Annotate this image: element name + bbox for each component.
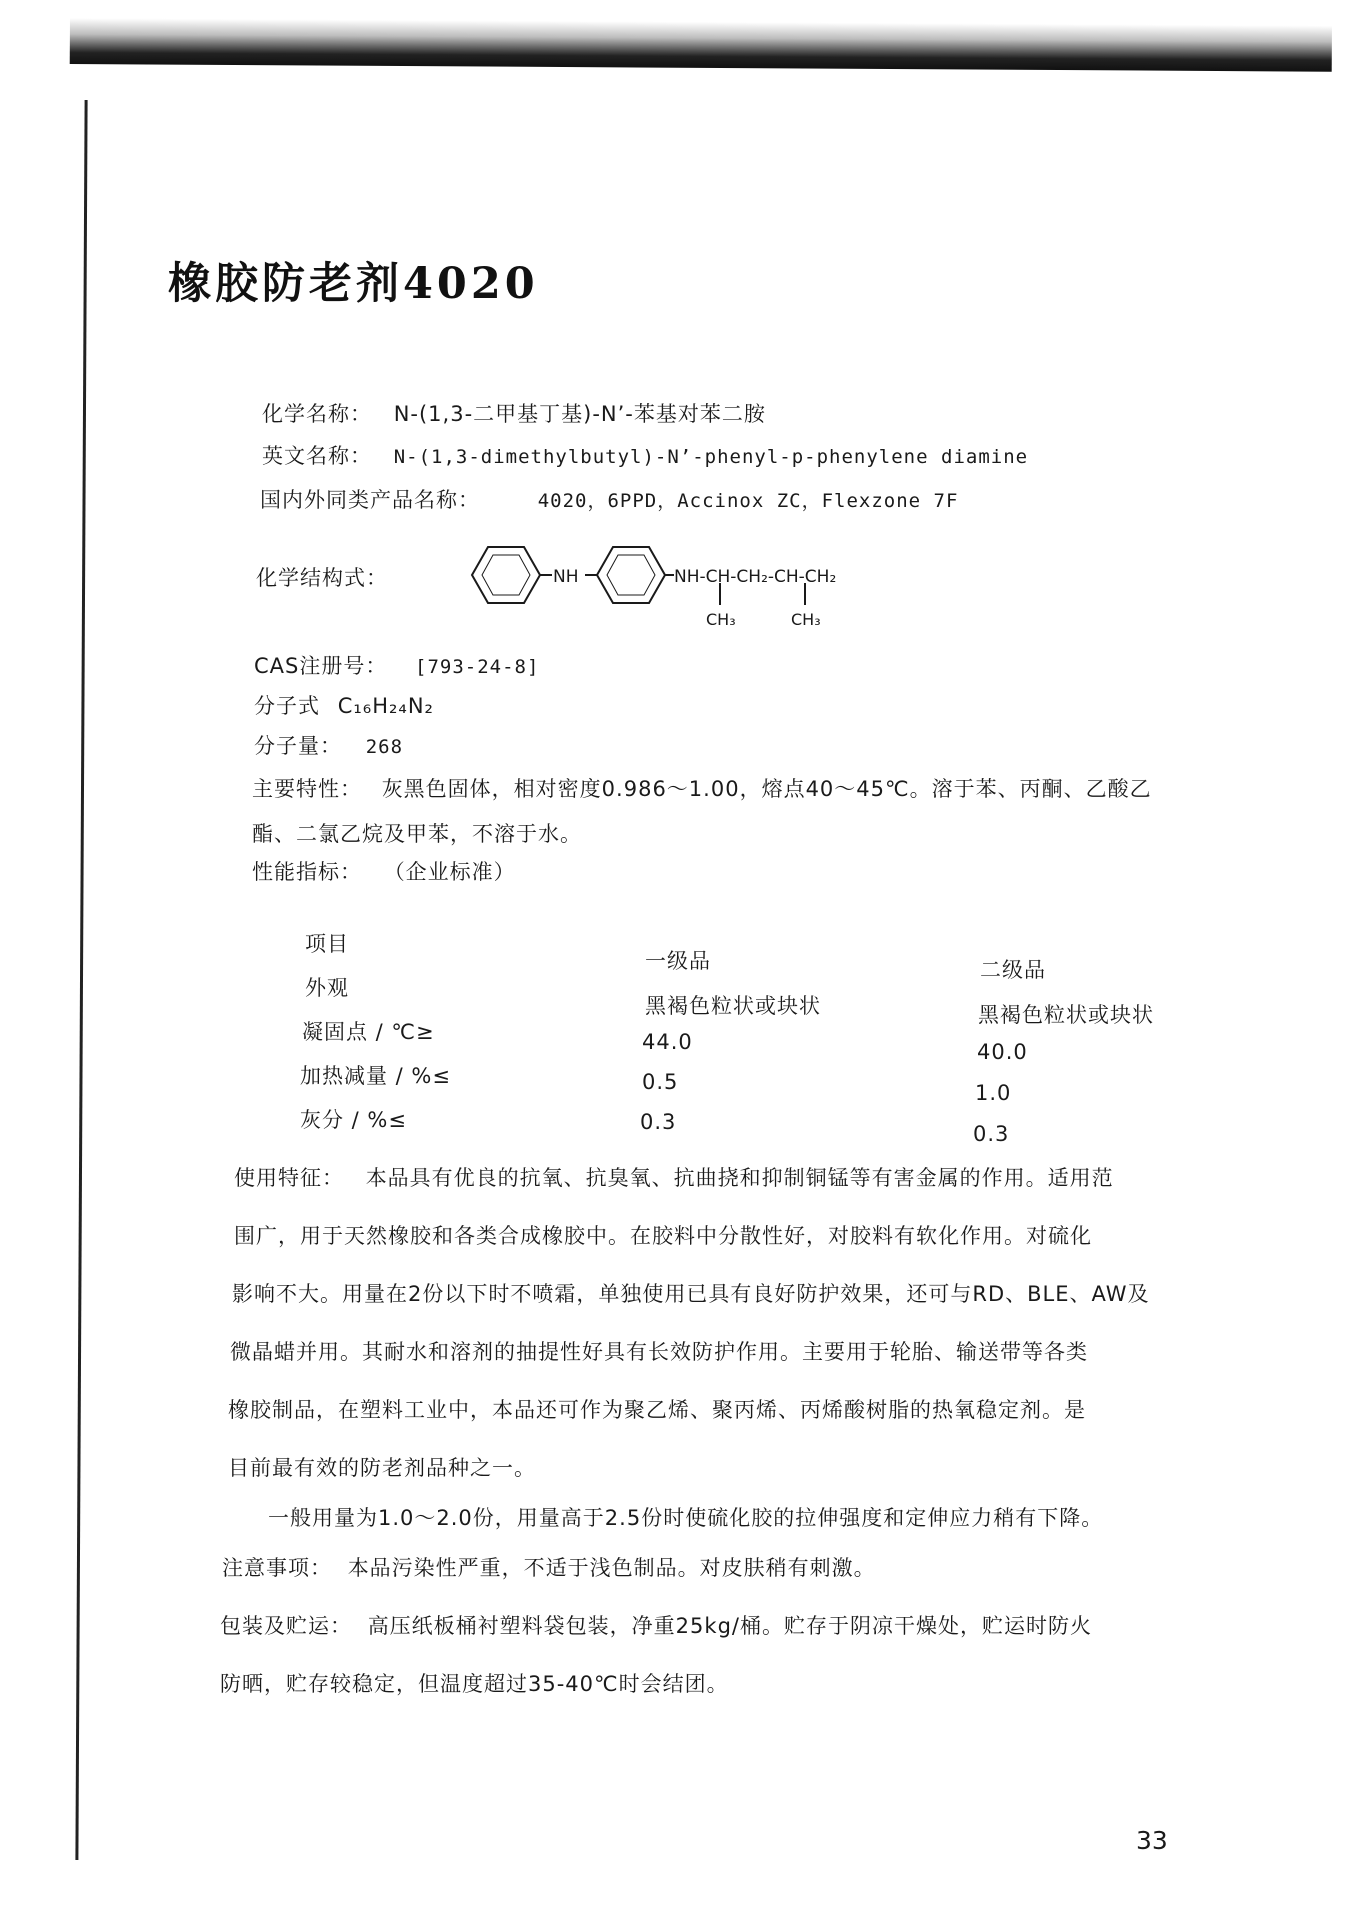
page-number: 33 (1136, 1826, 1168, 1855)
grade2-freezing-point: 40.0 (977, 1040, 1028, 1064)
grade2-appearance: 黑褐色粒状或块状 (978, 1003, 1154, 1027)
english-name-row (262, 440, 1028, 470)
trade-names-value: 4020，6PPD，Accinox ZC，Flexzone 7F (537, 490, 959, 512)
spec-item-0: 项目 (305, 932, 349, 956)
caution-label: 注意事项： (222, 1556, 332, 1580)
grade2-heat-loss: 1.0 (975, 1081, 1012, 1105)
structure-ch3-b: CH₃ (791, 610, 821, 629)
grade1-header: 一级品 (645, 949, 711, 973)
spec-item-3: 加热减量 / %≤ (300, 1064, 451, 1088)
caution-value: 本品污染性严重，不适于浅色制品。对皮肤稍有刺激。 (347, 1556, 876, 1580)
properties-label: 主要特性： (252, 777, 362, 801)
trade-names-label: 国内外同类产品名称： (260, 488, 480, 512)
usage-label: 使用特征： (234, 1166, 344, 1190)
scan-top-edge (70, 18, 1332, 72)
spec-item-2: 凝固点 / ℃≥ (302, 1020, 435, 1044)
mol-weight-value: 268 (365, 736, 404, 758)
chemical-name-row (262, 398, 766, 428)
page-title: 橡胶防老剂4020 (168, 259, 539, 309)
chemical-name-label: 化学名称： (262, 402, 372, 426)
structure-nh: NH (553, 567, 579, 587)
properties-line1 (252, 773, 1152, 803)
structure-formula (460, 535, 900, 635)
spec-item-4: 灰分 / %≤ (300, 1108, 407, 1132)
mol-weight-row (254, 730, 403, 760)
cas-label: CAS注册号： (254, 654, 388, 678)
dosage-text: 一般用量为1.0～2.0份，用量高于2.5份时使硫化胶的拉伸强度和定伸应力稍有下降。 (268, 1506, 1104, 1530)
grade1-heat-loss: 0.5 (642, 1070, 679, 1094)
cas-row (254, 650, 539, 680)
usage-line-5: 目前最有效的防老剂品种之一。 (228, 1456, 536, 1480)
structure-chain: NH-CH-CH₂-CH-CH₂ (674, 567, 837, 587)
grade1-freezing-point: 44.0 (642, 1030, 693, 1054)
chemical-name-value: N-(1,3-二甲基丁基)-N’-苯基对苯二胺 (393, 402, 766, 426)
mol-weight-label: 分子量： (254, 734, 342, 758)
properties-line2: 酯、二氯乙烷及甲苯，不溶于水。 (252, 822, 582, 846)
grade2-header: 二级品 (980, 958, 1046, 982)
trade-names-row (260, 484, 958, 514)
properties-text1: 灰黑色固体，相对密度0.986～1.00，熔点40～45℃。溶于苯、丙酮、乙酸乙 (381, 777, 1152, 801)
usage-line-1: 围广，用于天然橡胶和各类合成橡胶中。在胶料中分散性好，对胶料有软化作用。对硫化 (234, 1224, 1092, 1248)
spec-item-1: 外观 (305, 976, 349, 1000)
english-name-value: N-(1,3-dimethylbutyl)-N’-phenyl-p-phenylene diamine (393, 446, 1029, 468)
usage-line-4: 橡胶制品，在塑料工业中，本品还可作为聚乙烯、聚丙烯、丙烯酸树脂的热氧稳定剂。是 (228, 1398, 1086, 1422)
packaging-line2: 防晒，贮存较稳定，但温度超过35-40℃时会结团。 (220, 1672, 729, 1696)
formula-row (254, 690, 434, 720)
structure-label: 化学结构式： (256, 566, 388, 590)
formula-label: 分子式 (254, 694, 320, 718)
formula-value: C₁₆H₂₄N₂ (337, 694, 434, 718)
caution-row (222, 1552, 876, 1582)
spec-label: 性能指标： (252, 860, 362, 884)
grade2-ash: 0.3 (973, 1122, 1010, 1146)
packaging-line1 (220, 1610, 1092, 1640)
spec-row (252, 856, 516, 886)
scan-left-edge (75, 100, 87, 1860)
structure-ch3-a: CH₃ (706, 610, 736, 629)
usage-line-3: 微晶蜡并用。其耐水和溶剂的抽提性好具有长效防护作用。主要用于轮胎、输送带等各类 (230, 1340, 1088, 1364)
packaging-text1: 高压纸板桶衬塑料袋包装，净重25kg/桶。贮存于阴凉干燥处，贮运时防火 (367, 1614, 1092, 1638)
cas-value: [793-24-8] (415, 656, 540, 678)
usage-line-2: 影响不大。用量在2份以下时不喷霜，单独使用已具有良好防护效果，还可与RD、BLE、AW及 (232, 1282, 1150, 1306)
packaging-label: 包装及贮运： (220, 1614, 352, 1638)
grade1-appearance: 黑褐色粒状或块状 (645, 994, 821, 1018)
usage-line-0 (234, 1162, 1114, 1192)
english-name-label: 英文名称： (262, 444, 372, 468)
usage-text-0: 本品具有优良的抗氧、抗臭氧、抗曲挠和抑制铜锰等有害金属的作用。适用范 (365, 1166, 1114, 1190)
grade1-ash: 0.3 (640, 1110, 677, 1134)
spec-note: （企业标准） (383, 860, 516, 884)
